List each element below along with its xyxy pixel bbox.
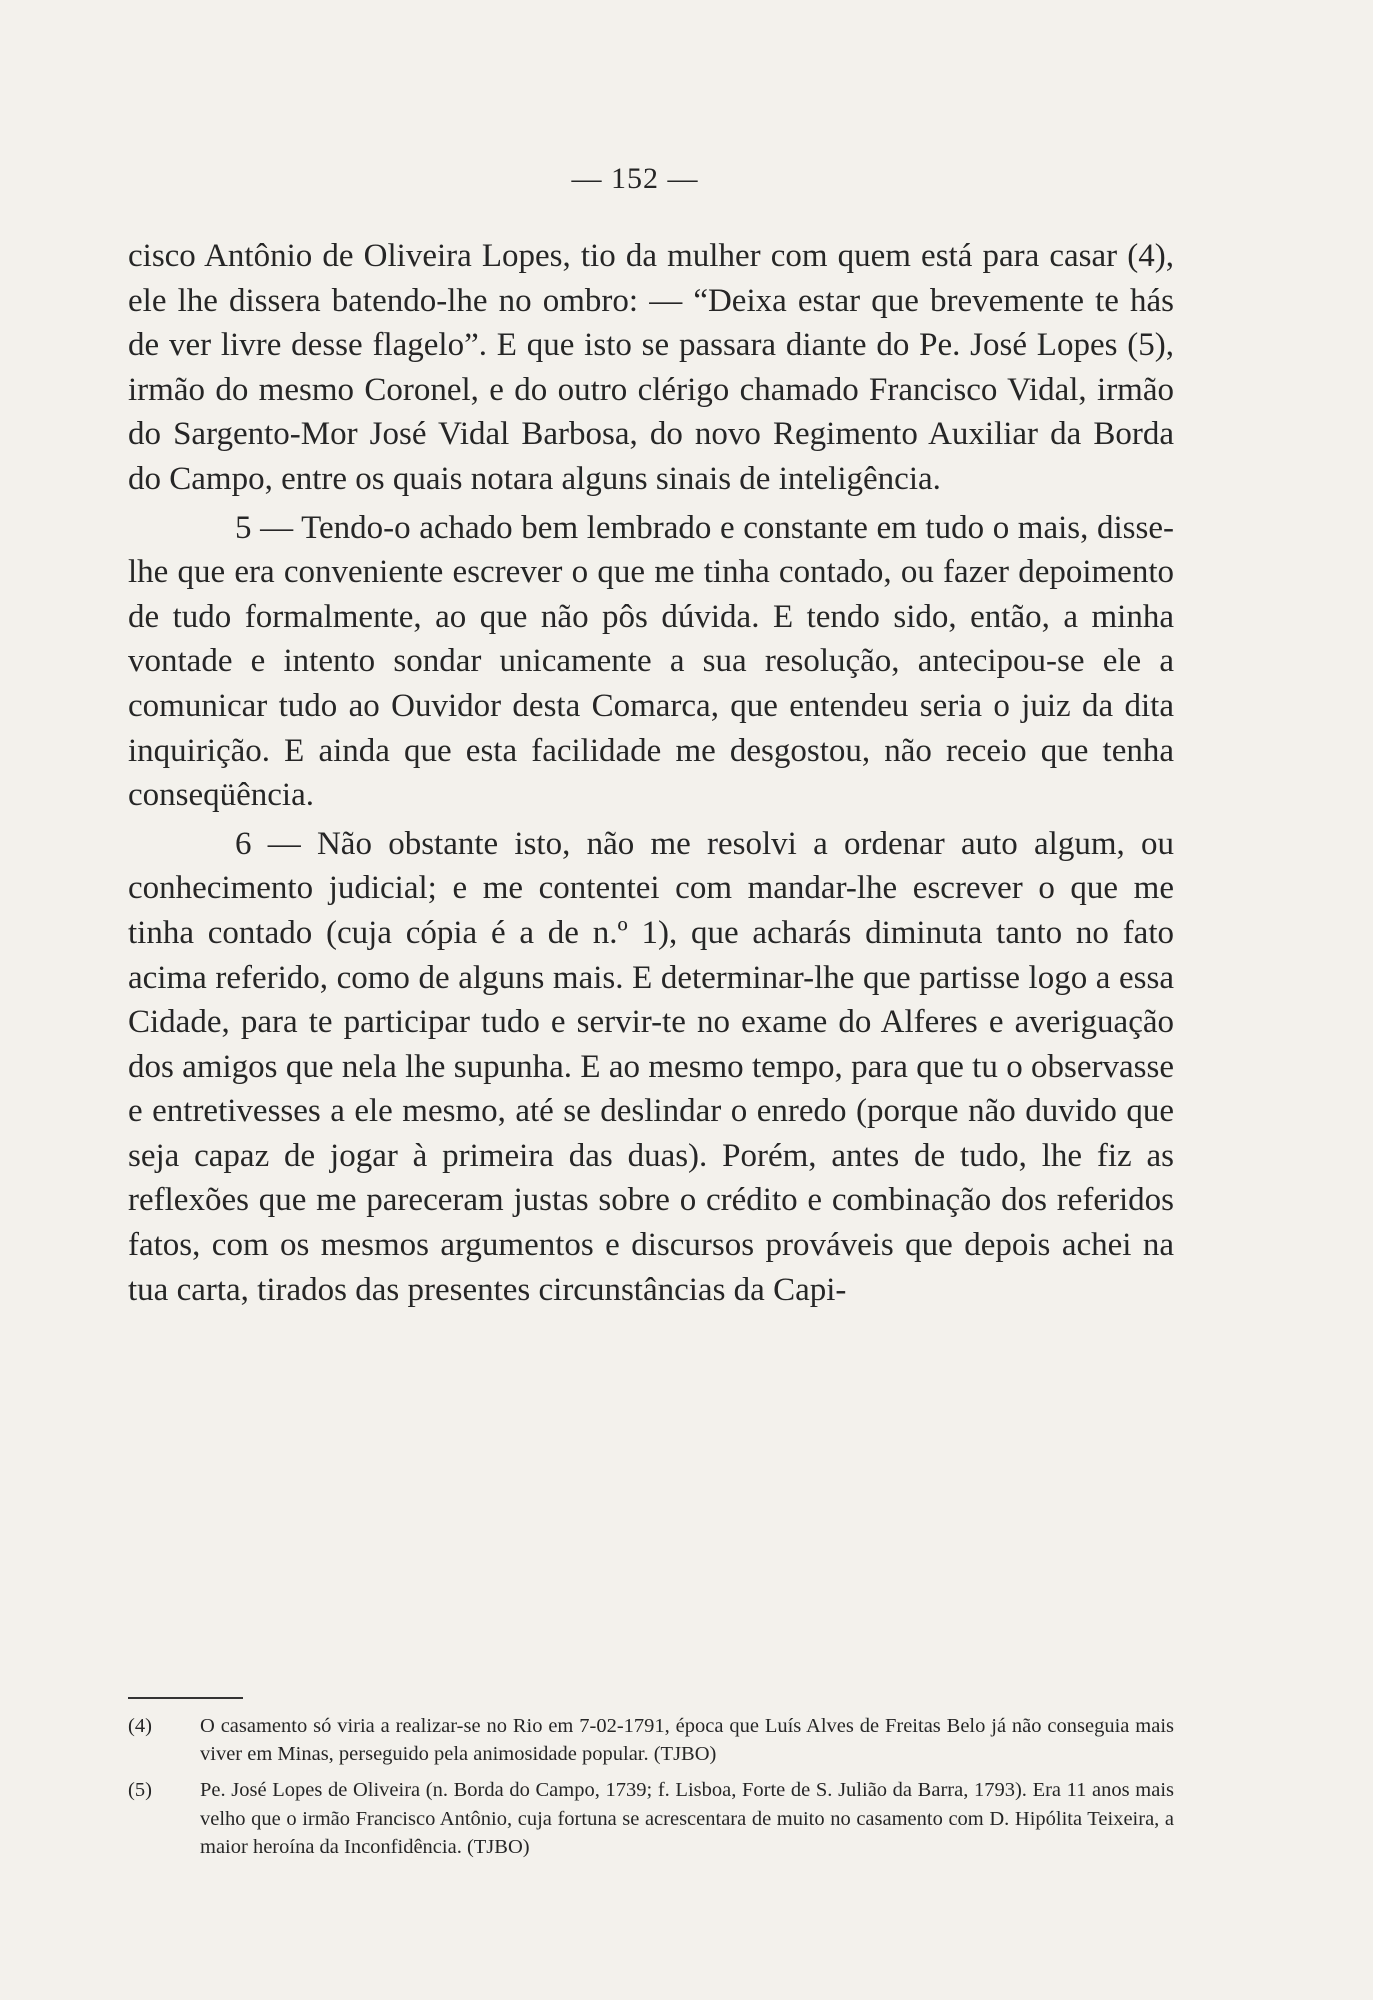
footnote-marker: (4) <box>128 1715 152 1737</box>
body-text <box>128 234 1174 1312</box>
footnote-text: Pe. José Lopes de Oliveira (n. Borda do Campo, 1739; f. Lisboa, Forte de S. Julião da Barra, 1793). Era 11 anos mais velho que o irmão Francisco Antônio, cuja fortuna se acrescentara de muito no casamento com D. Hipólita Teixeira, a maior heroína da Inconfidência. (TJBO) <box>200 1779 1174 1858</box>
footnote-text: O casamento só viria a realizar-se no Rio em 7-02-1791, época que Luís Alves de Freitas Belo já não conseguia mais viver em Minas, perseguido pela animosidade popular. (TJBO) <box>200 1715 1174 1766</box>
paragraph-continuation: cisco Antônio de Oliveira Lopes, tio da mulher com quem está para casar (4), ele lhe dissera batendo-lhe no ombro: — “Deixa estar que brevemente te hás de ver livre desse flagelo”. E que isto se passara diante do Pe. José Lopes (5), irmão do mesmo Coronel, e do outro clérigo chamado Francisco Vidal, irmão do Sargento-Mor José Vidal Barbosa, do novo Regimento Auxiliar da Borda do Campo, entre os quais notara alguns sinais de inteligência. <box>128 238 1174 497</box>
footnote-4 <box>128 1712 1174 1768</box>
paragraph-5: 5 — Tendo-o achado bem lembrado e constante em tudo o mais, disse-lhe que era conveniente escrever o que me tinha contado, ou fazer depoimento de tudo formalmente, ao que não pôs dúvida. E tendo sido, então, a minha vontade e intento sondar unicamente a sua resolução, antecipou-se ele a comunicar tudo ao Ouvidor desta Comarca, que entendeu seria o juiz da dita inquirição. E ainda que esta facilidade me desgostou, não receio que tenha conseqüência. <box>128 509 1174 814</box>
page-number: — 152 — <box>571 162 699 195</box>
footnote-marker: (5) <box>128 1779 152 1802</box>
paragraph-6: 6 — Não obstante isto, não me resolvi a ordenar auto algum, ou conhecimento judicial; e me contentei com mandar-lhe escrever o que me tinha contado (cuja cópia é a de n.º 1), que acharás diminuta tanto no fato acima referido, como de alguns mais. E determinar-lhe que partisse logo a essa Cidade, para te participar tudo e servir-te no exame do Alferes e averiguação dos amigos que nela lhe supunha. E ao mesmo tempo, para que tu o observasse e entretivesses a ele mesmo, até se deslindar o enredo (porque não duvido que seja capaz de jogar à primeira das duas). Porém, antes de tudo, lhe fiz as reflexões que me pareceram justas sobre o crédito e combinação dos referidos fatos, com os mesmos argumentos e discursos prováveis que depois achei na tua carta, tirados das presentes circunstâncias da Capi- <box>128 825 1174 1308</box>
footnotes <box>128 1712 1174 1869</box>
footnote-divider <box>128 1697 243 1699</box>
footnote-5 <box>128 1776 1174 1861</box>
